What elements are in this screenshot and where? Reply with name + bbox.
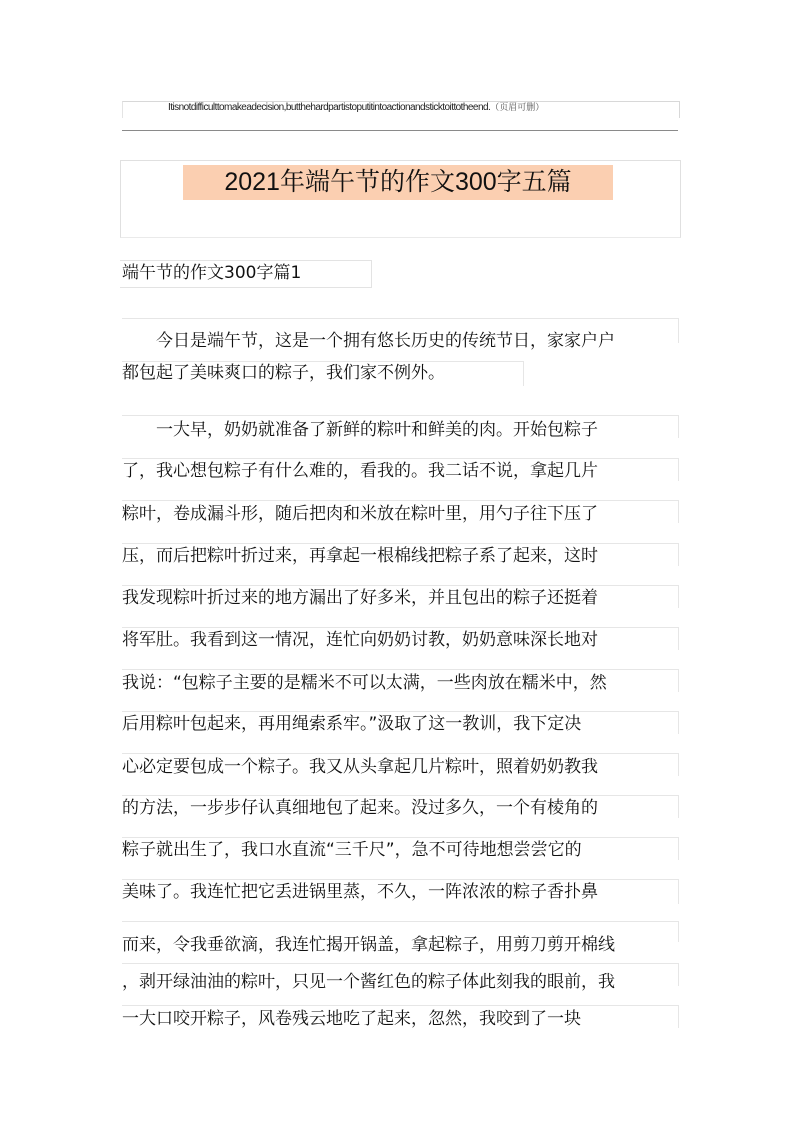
section-heading: 端午节的作文300字篇1 xyxy=(122,263,302,283)
paragraph-2-line: 我说：“包粽子主要的是糯米不可以太满，一些肉放在糯米中，然 xyxy=(122,673,607,693)
page-header xyxy=(168,100,544,113)
paragraph-2-line: 后用粽叶包起来，再用绳索系牢。”汲取了这一教训，我下定决 xyxy=(122,714,582,734)
paragraph-1-line: 今日是端午节，这是一个拥有悠长历史的传统节日，家家户户 xyxy=(122,331,615,351)
document-title: 2021年端午节的作文300字五篇 xyxy=(224,168,572,196)
paragraph-2-line: 我发现粽叶折过来的地方漏出了好多米，并且包出的粽子还挺着 xyxy=(122,588,598,608)
paragraph-1-line: 都包起了美味爽口的粽子，我们家不例外。 xyxy=(122,363,445,383)
paragraph-2-line: ，剥开绿油油的粽叶，只见一个酱红色的粽子体此刻我的眼前，我 xyxy=(122,972,615,992)
paragraph-2-line: 心必定要包成一个粽子。我又从头拿起几片粽叶，照着奶奶教我 xyxy=(122,757,598,777)
paragraph-2-line: 一大口咬开粽子，风卷残云地吃了起来，忽然，我咬到了一块 xyxy=(122,1009,581,1029)
paragraph-2-line: 粽叶，卷成漏斗形，随后把肉和米放在粽叶里，用勺子往下压了 xyxy=(122,504,598,524)
paragraph-2-line: 了，我心想包粽子有什么难的，看我的。我二话不说，拿起几片 xyxy=(122,461,598,481)
paragraph-2-line: 的方法，一步步仔认真细地包了起来。没过多久，一个有棱角的 xyxy=(122,798,598,818)
paragraph-2-line: 一大早，奶奶就准备了新鲜的粽叶和鲜美的肉。开始包粽子 xyxy=(122,420,598,440)
header-note: （页眉可删） xyxy=(490,103,545,113)
header-divider xyxy=(122,130,678,131)
paragraph-2-line: 粽子就出生了，我口水直流“三千尺”，急不可待地想尝尝它的 xyxy=(122,840,582,860)
paragraph-2-line: 而来，令我垂欲滴，我连忙揭开锅盖，拿起粽子，用剪刀剪开棉线 xyxy=(122,935,615,955)
paragraph-2-line: 美味了。我连忙把它丢进锅里蒸，不久，一阵浓浓的粽子香扑鼻 xyxy=(122,882,598,902)
header-quote: Itisnotdifficulttomakeadecision,butthehardpartistoputitintoactionandsticktoittotheend. xyxy=(168,102,491,113)
paragraph-2-line: 将军肚。我看到这一情况，连忙向奶奶讨教，奶奶意味深长地对 xyxy=(122,630,598,650)
paragraph-2-line: 压，而后把粽叶折过来，再拿起一根棉线把粽子系了起来，这时 xyxy=(122,546,598,566)
